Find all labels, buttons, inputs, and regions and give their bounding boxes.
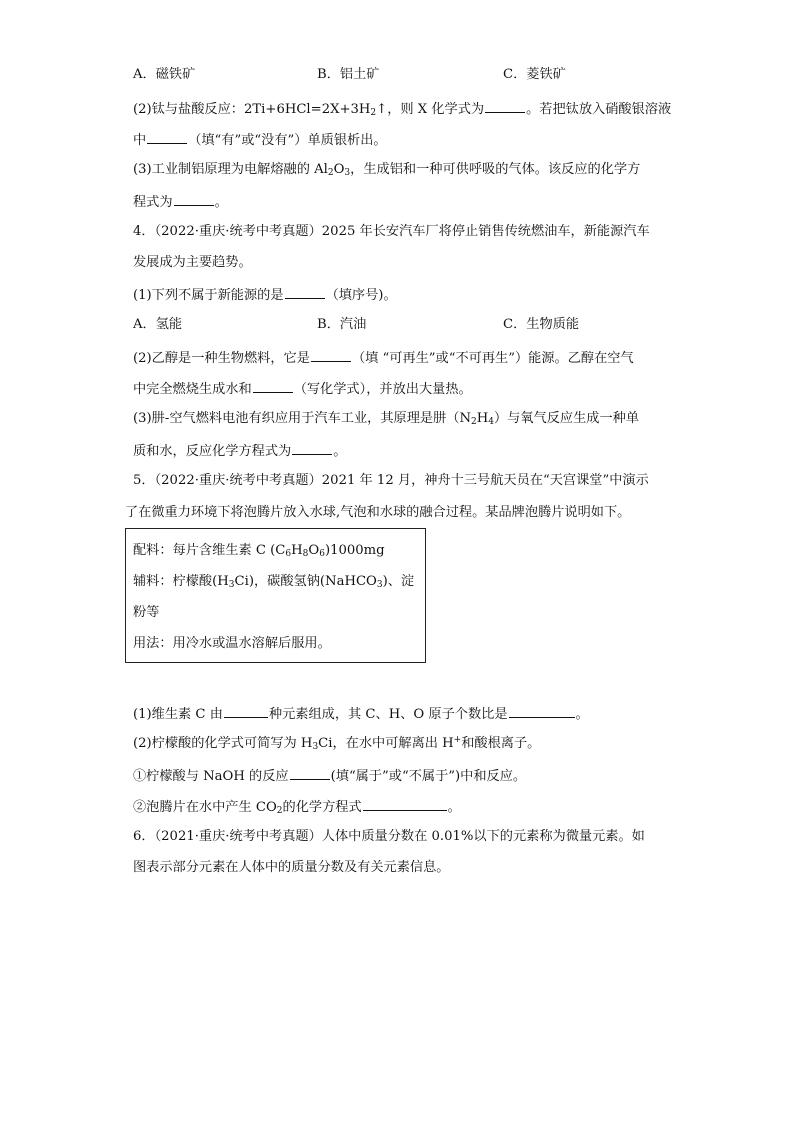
q3-part2-line2: 中 （填“有”或“没有”）单质银析出。	[133, 130, 387, 150]
q5-stem-line2: 了在微重力环境下将泡腾片放入水球,气泡和水球的融合过程。某品牌泡腾片说明如下。	[125, 505, 631, 520]
q4-part3-line1: (3)肼-空气燃料电池有织应用于汽车工业，其原理是肼$(N_2H_4)$与氧气反应生成一种单	[133, 411, 640, 427]
answer-blank	[253, 379, 293, 393]
box-excipients-cont: 粉等	[133, 605, 160, 620]
q5-subpart2: ②泡腾片在水中产生 $CO_2$的化学方程式 。	[133, 797, 461, 817]
product-instructions-box	[125, 528, 426, 663]
q3-option-b: B．铝土矿	[317, 67, 380, 82]
q3-part3-line2: 程式为 。	[133, 192, 228, 212]
box-ingredients: 配料：每片含维生素 C $(C_6H_8O_6)1000mg$	[133, 543, 385, 559]
q4-option-c: C．生物质能	[503, 317, 580, 332]
q6-stem-line2: 图表示部分元素在人体中的质量分数及有关元素信息。	[133, 860, 450, 875]
q5-subpart1: ①柠檬酸与 NaOH 的反应 (填“属于”或“不属于”)中和反应。	[133, 766, 526, 786]
q3-option-c: C．菱铁矿	[503, 67, 566, 82]
answer-blank	[485, 99, 525, 113]
q3-option-a: A．磁铁矿	[133, 67, 196, 82]
q5-stem-line1: 5．（2022·重庆·统考中考真题）2021 年 12 月，神舟十三号航天员在“天宫课堂”中演示	[133, 473, 649, 488]
answer-blank	[363, 797, 447, 811]
answer-blank	[292, 441, 332, 455]
answer-blank	[147, 130, 187, 144]
box-usage: 用法：用冷水或温水溶解后服用。	[133, 636, 331, 651]
q5-part1: (1)维生素 C 由 种元素组成，其 C、H、O 原子个数比是 。	[133, 704, 589, 724]
answer-blank	[311, 348, 351, 362]
answer-blank	[290, 766, 330, 780]
q4-stem-line2: 发展成为主要趋势。	[133, 255, 252, 270]
q4-part2-line1: (2)乙醇是一种生物燃料，它是 （填 “可再生”或“不可再生”）能源。乙醇在空气	[133, 348, 634, 368]
answer-blank	[285, 285, 325, 299]
q4-part3-line2: 质和水，反应化学方程式为 。	[133, 441, 346, 461]
box-excipients: 辅料：柠檬酸$(H_3Ci)$，碳酸氢钠(NaHCO$_3$)、淀	[133, 574, 415, 590]
q6-stem-line1: 6．（2021·重庆·统考中考真题）人体中质量分数在 0.01%以下的元素称为微量元素。如	[133, 829, 645, 844]
q4-option-a: A．氢能	[133, 317, 183, 332]
answer-blank	[174, 192, 214, 206]
answer-blank	[224, 704, 268, 718]
q4-option-b: B．汽油	[317, 317, 367, 332]
q4-part1: (1)下列不属于新能源的是 （填序号)。	[133, 285, 397, 305]
q3-part2-line1: (2)钛与盐酸反应：$2Ti+6HCl=2X+3H_2↑$，则 X 化学式为 。若把钛放入硝酸银溶液	[133, 99, 671, 119]
q3-part3-line1: (3)工业制铝原理为电解熔融的 $Al_2O_3$，生成铝和一种可供呼吸的气体。该反应的化学方	[133, 162, 641, 178]
q4-stem-line1: 4．（2022·重庆·统考中考真题）2025 年长安汽车厂将停止销售传统燃油车，新能源汽车	[133, 224, 650, 239]
q5-part2: (2)柠檬酸的化学式可简写为 $H_3Ci$，在水中可解离出 H+和酸根离子。	[133, 735, 541, 752]
answer-blank	[509, 704, 575, 718]
q4-part2-line2: 中完全燃烧生成水和 （写化学式），并放出大量热。	[133, 379, 472, 399]
